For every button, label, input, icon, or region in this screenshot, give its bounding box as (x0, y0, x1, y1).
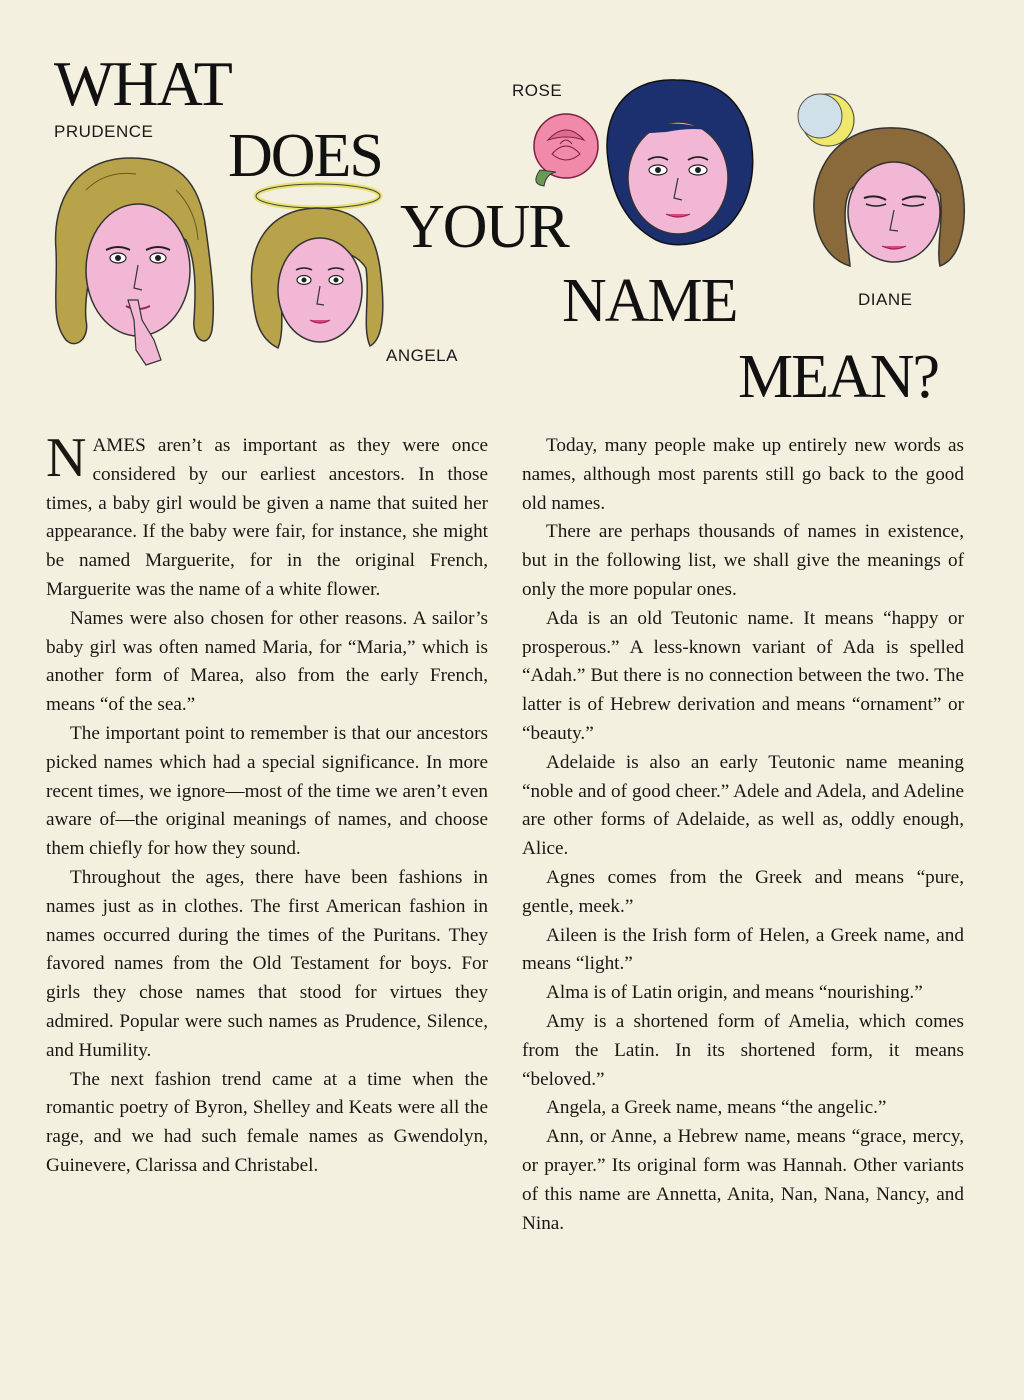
paragraph-ada: Ada is an old Teutonic name. It means “happy or prosperous.” A less-known variant of Ada is spelled “Adah.” But there is no connection between the two. The latter is of Hebrew derivation and means “ornament” or “beauty.” (522, 607, 964, 744)
paragraph-intro-text: AMES aren’t as important as they were once considered by our earliest ancestors. In those times, a baby girl would be given a name that suited her appearance. If the baby were fair, for instance, she might be named Marguerite, for in the original French, Marguerite was the name of a white flower. (46, 435, 488, 600)
article-column-right (522, 432, 964, 1238)
paragraph-angela: Angela, a Greek name, means “the angelic.” (546, 1097, 887, 1119)
rose-flower-icon (534, 114, 598, 186)
title-word-does: DOES (228, 122, 382, 190)
rose-face-illustration (526, 74, 766, 254)
paragraph-agnes: Agnes comes from the Greek and means “pure, gentle, meek.” (522, 866, 964, 917)
paragraph-alma: Alma is of Latin origin, and means “nourishing.” (546, 982, 923, 1004)
label-diane: DIANE (858, 290, 913, 309)
prudence-face-illustration (46, 150, 216, 380)
moon-icon (798, 94, 854, 146)
label-rose: ROSE (512, 81, 563, 100)
paragraph-amy: Amy is a shortened form of Amelia, which comes from the Latin. In its shortened form, it means “beloved.” (522, 1010, 964, 1090)
paragraph-aileen: Aileen is the Irish form of Helen, a Greek name, and means “light.” (522, 924, 964, 975)
angela-face-illustration (238, 178, 388, 358)
paragraph-ancestors: The important point to remember is that our ancestors picked names which had a special significance. In more recent times, we ignore—most of the time we aren’t even aware of—the original meanings of names, and choose them chiefly for how they sound. (46, 722, 488, 860)
drop-cap: N (46, 427, 87, 489)
article-column-left (46, 427, 488, 1181)
paragraph-intro (46, 427, 488, 605)
title-word-what: WHAT (54, 48, 231, 119)
paragraph-adelaide: Adelaide is also an early Teutonic name meaning “noble and of good cheer.” Adele and Adela, and Adeline are other forms of Adelaide, as well as, oddly enough, Alice. (522, 751, 964, 860)
title-word-mean: MEAN? (738, 343, 939, 411)
paragraph-reasons: Names were also chosen for other reasons. A sailor’s baby girl was often named Maria, for “Maria,” which is another form of Marea, also from the early French, means “of the sea.” (46, 607, 488, 716)
paragraph-fashions: Throughout the ages, there have been fashions in names just as in clothes. The first American fashion in names occurred during the times of the Puritans. They favored names from the Old Testament for boys. For girls they chose names that stood for virtues they admired. Popular were such names as Prudence, Silence, and Humility. (46, 866, 488, 1061)
paragraph-today: Today, many people make up entirely new words as names, although most parents still go back to the good old names. (522, 435, 964, 514)
paragraph-thousands: There are perhaps thousands of names in existence, but in the following list, we shall give the meanings of only the more popular ones. (522, 521, 964, 600)
paragraph-ann: Ann, or Anne, a Hebrew name, means “grace, mercy, or prayer.” Its original form was Hannah. Other variants of this name are Annetta, Anita, Nan, Nana, Nancy, and Nina. (522, 1126, 964, 1234)
diane-face-illustration (790, 90, 970, 270)
title-word-your: YOUR (400, 193, 568, 261)
label-angela: ANGELA (386, 346, 458, 365)
label-prudence: PRUDENCE (54, 122, 154, 141)
paragraph-romantic: The next fashion trend came at a time when the romantic poetry of Byron, Shelley and Keats were all the rage, and we had such female names as Gwendolyn, Guinevere, Clarissa and Christabel. (46, 1068, 488, 1176)
title-word-name: NAME (562, 267, 737, 335)
